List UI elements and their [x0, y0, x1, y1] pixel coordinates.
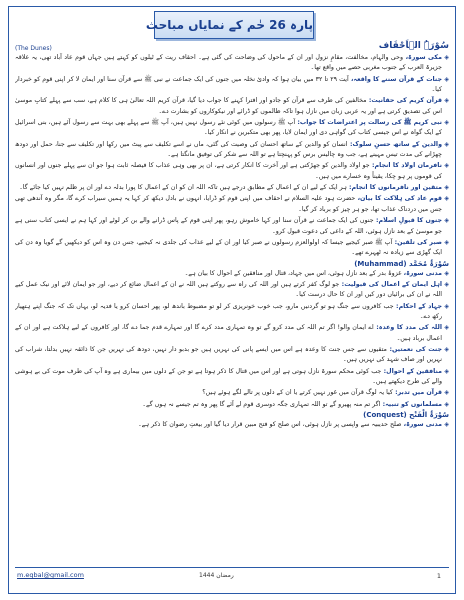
- paragraph-heading: قرآن میں تدبر:: [392, 389, 442, 397]
- footer-email[interactable]: m.eqbal@gmail.com: [17, 571, 84, 579]
- list-item: [15, 53, 449, 74]
- paragraph-heading: منافقین کے احوال:: [381, 367, 442, 375]
- paragraph-heading: نافرمان اولاد کا انجام:: [369, 162, 442, 170]
- bullet-icon: ◈: [444, 400, 449, 408]
- paragraph-text: آیت ۲۹ تا ۳۲ میں بیان ہوا کہ وادیٔ نخلہ میں جنوں کی ایک جماعت نے نبی ﷺ سے قرآن سنا اور ایمان لا کر اپنی قوم کو خبردار کیا۔: [15, 75, 442, 94]
- document-body: [15, 53, 449, 563]
- bullet-icon: ◈: [444, 421, 449, 428]
- surah-heading: [379, 41, 449, 51]
- paragraph-heading: جنات کے قرآن سننے کا واقعہ،: [348, 75, 442, 83]
- paragraph-heading: صبر کی تلقین:: [392, 238, 442, 246]
- paragraph-heading: جنوں کا قبولِ اسلام:: [373, 217, 442, 225]
- paragraph-heading: جنت کی نعمتیں:: [386, 345, 442, 353]
- list-item: [15, 388, 449, 398]
- surah-english-name: (Muhammad): [354, 259, 407, 268]
- paragraph-text: متقیوں سے جس جنت کا وعدہ ہے اس میں ایسے پانی کی نہریں ہیں جو بدبو دار نہیں، دودھ کی نہریں جن کا ذائقہ نہیں بدلتا، شراب کی نہریں اور صاف شہد کی نہریں ہیں۔: [15, 345, 442, 364]
- paragraph-heading: قرآن کریم کی حقانیت:: [366, 97, 442, 105]
- list-item: [15, 269, 449, 279]
- list-item: [15, 345, 449, 366]
- bullet-icon: ◈: [444, 324, 449, 332]
- surah-subheading: [15, 260, 449, 268]
- paragraph-heading: جہاد کے احکام:: [393, 302, 443, 310]
- paragraph-heading: اللہ کی مدد کا وعدہ:: [373, 324, 443, 332]
- list-item: [15, 420, 449, 430]
- list-item: [15, 323, 449, 344]
- paragraph-heading: نبی کریم ﷺ کی رسالت پر اعتراضات کا جواب:: [295, 119, 442, 127]
- surah-name: سُوْرَۃُ الۡاَحْقَاف: [378, 41, 449, 51]
- paragraph-heading: مدنی سورۃ،: [401, 421, 442, 428]
- paragraph-text: اگر تم منہ پھیرو گے تو اللہ تمہاری جگہ دوسری قوم لے آئے گا پھر وہ تم جیسے نہ ہوں گے۔: [142, 400, 381, 408]
- paragraph-heading: مسلمانوں کو تنبیہ:: [380, 400, 442, 408]
- paragraph-text: جب کوئی محکم سورۃ نازل ہوتی ہے اور اس میں قتال کا ذکر ہوتا ہے تو جن کے دلوں میں بیماری ہے وہ آپ کی طرف موت کی بے ہوشی والے کی طرح دیکھتے ہیں۔: [15, 367, 442, 385]
- bullet-icon: ◈: [444, 54, 449, 61]
- surah-name: سُوْرَۃُ مُحَمَّد: [406, 259, 449, 268]
- bullet-icon: ◈: [444, 238, 449, 246]
- surah-english-name: (The Dunes): [15, 45, 52, 52]
- list-item: [15, 280, 449, 301]
- bullet-icon: ◈: [444, 280, 449, 288]
- bullet-icon: ◈: [444, 140, 449, 148]
- surah-name: سُوْرَۃُ الْفَتْح: [406, 411, 449, 419]
- bullet-icon: ◈: [444, 195, 449, 203]
- bullet-icon: ◈: [444, 367, 449, 375]
- paragraph-heading: قوم عاد کی ہلاکت کا بیان،: [355, 195, 442, 203]
- paragraph-text: ہر ایک کے لیے ان کے اعمال کے مطابق درجے ہیں تاکہ اللہ ان کو ان کے اعمال کا پورا بدلہ دے اور ان پر ظلم نہیں کیا جائے گا۔: [19, 184, 347, 192]
- list-item: [15, 400, 449, 410]
- list-item: [15, 161, 449, 182]
- surah-subheading: [15, 411, 449, 419]
- paragraph-text: جنوں کی ایک جماعت نے قرآن سنا اور کہا خاموش رہو، پھر اپنی قوم کے پاس ڈرانے والے بن کر لوٹے اور کہا ہم نے ایسی کتاب سنی ہے جو موسیٰ کے بعد نازل ہوئی، اللہ کے داعی کی دعوت قبول کرو۔: [15, 217, 442, 235]
- paragraph-text: کیا یہ لوگ قرآن میں غور نہیں کرتے یا ان کے دلوں پر تالے لگے ہوئے ہیں؟: [202, 389, 393, 397]
- paragraph-text: مخالفین کی طرف سے قرآن کو جادو اور افترا کہنے کا جواب دیا گیا، قرآن کریم اللہ تعالیٰ ہی کا کلام ہے، سب سے پہلے کتابِ موسیٰ اس کی تصدیق کرتی ہے اور یہ عربی زبان میں نازل ہوا تاکہ ظالموں کو ڈرائے اور نیکوکاروں کو بشارت دے۔: [15, 97, 442, 115]
- paragraph-text: آپ ﷺ رسولوں میں کوئی نئے رسول نہیں ہیں، آپ ﷺ سے پہلے بھی بہت سے رسول آئے ہیں، بنی اسرائیل کے ایک گواہ نے اس جیسی کتاب کی گواہی دی اور ایمان لایا، پھر بھی متکبرین نے انکار کیا۔: [15, 119, 442, 137]
- paragraph-text: آپ ﷺ صبر کیجیے جیسا کہ اولوالعزم رسولوں نے صبر کیا اور ان کے لیے عذاب کی جلدی نہ کیجیے، جس دن وہ اس کو دیکھیں گے گویا وہ دن کی ایک گھڑی سے زیادہ نہ ٹھہرے تھے۔: [15, 238, 442, 257]
- bullet-icon: ◈: [444, 269, 449, 277]
- bullet-icon: ◈: [444, 184, 449, 192]
- bullet-icon: ◈: [444, 119, 449, 127]
- paragraph-text: حضرت ہود علیہ السلام نے احقاف میں اپنی قوم کو ڈرایا، انہوں نے بادل دیکھ کر کہا یہ ہمیں سیراب کرے گا، مگر وہ آندھی تھی جس میں دردناک عذاب تھا، جو ہر چیز کو برباد کر گیا۔: [15, 195, 442, 213]
- list-item: [15, 183, 449, 193]
- list-item: [15, 302, 449, 323]
- paragraph-text: جب کافروں سے جنگ ہو تو گردنیں مارو، جب خوب خونریزی کر لو تو مضبوط باندھ لو، پھر احسان کرو یا فدیہ لو، یہاں تک کہ جنگ اپنے ہتھیار رکھ دے۔: [15, 302, 442, 320]
- paragraph-text: صلح حدیبیہ سے واپسی پر نازل ہوئی، اس صلح کو فتح مبین قرار دیا گیا اور بیعتِ رضوان کا ذکر ہے۔: [137, 421, 402, 428]
- list-item: [15, 238, 449, 259]
- bullet-icon: ◈: [444, 75, 449, 83]
- list-item: [15, 118, 449, 139]
- footer-date: رمضان 1444: [199, 572, 234, 579]
- paragraph-text: جو لوگ کفر کرتے ہیں اور اللہ کی راہ سے روکتے ہیں اللہ نے ان کے اعمال ضائع کر دیے، اور جو ایمان لائے اور نیک عمل کیے اللہ نے ان کی برائیاں دور کیں اور ان کا حال درست کیا۔: [15, 280, 442, 299]
- paragraph-heading: متقین اور نافرمانوں کا انجام:: [346, 184, 442, 192]
- paragraph-heading: اہل ایمان کے اعمال کی قبولیت:: [339, 280, 442, 288]
- paragraph-heading: مکی سورۃ،: [403, 54, 442, 61]
- paragraph-text: غزوۂ بدر کے بعد نازل ہوئی، اس میں جہاد، قتال اور منافقین کے احوال کا بیان ہے۔: [184, 269, 402, 277]
- list-item: [15, 194, 449, 215]
- document-page: [8, 6, 456, 594]
- bullet-icon: ◈: [444, 345, 449, 353]
- paragraph-text: اے ایمان والو! اگر تم اللہ کی مدد کرو گے تو وہ تمہاری مدد کرے گا اور تمہارے قدم جما دے گا، اور کافروں کے لیے ہلاکت ہے اور ان کے اعمال برباد ہیں۔: [15, 324, 442, 342]
- paragraph-text: جو اولاد والدین کو جھڑکتی ہے اور آخرت کا انکار کرتی ہے، ان پر بھی وہی عذاب کا فیصلہ ثابت ہوا جو ان سے پہلے جنوں اور انسانوں کی قوموں پر ہو چکا، یقیناً وہ خسارے میں ہیں۔: [15, 162, 442, 180]
- list-item: [15, 367, 449, 388]
- bullet-icon: ◈: [444, 217, 449, 225]
- bullet-icon: ◈: [444, 162, 449, 170]
- paragraph-heading: والدین کے ساتھ حسنِ سلوک:: [347, 140, 442, 148]
- paragraph-text: انسان کو والدین کے ساتھ احسان کی وصیت کی گئی، ماں نے اسے تکلیف سے پیٹ میں رکھا اور تکلیف سے جنا، حمل اور دودھ چھڑانے کی مدت تیس مہینے ہے، جب وہ چالیس برس کو پہنچتا ہے تو اللہ سے شکر کی توفیق مانگتا ہے۔: [15, 140, 442, 159]
- list-item: [15, 140, 449, 161]
- bullet-icon: ◈: [444, 302, 449, 310]
- paragraph-heading: مدنی سورۃ،: [401, 269, 442, 277]
- bullet-icon: ◈: [444, 97, 449, 105]
- list-item: [15, 216, 449, 237]
- list-item: [15, 75, 449, 96]
- title-box: [145, 11, 314, 39]
- surah-english-name: (Conquest): [363, 411, 407, 419]
- page-number: 1: [436, 572, 441, 580]
- footer-divider: [15, 567, 449, 568]
- paragraph-text: وحی والہام، مخالفت، مقامِ نزول اور ان کے ماحول کی وضاحت کی گئی ہے۔ احقاف ریت کے ٹیلوں کو کہتے ہیں جہاں قوم عاد آباد تھی، یہ علاقہ جزیرۃ العرب کے جنوب مغربی حصے میں واقع تھا۔: [15, 54, 442, 72]
- page-title: پارہ 26 حٰم کے نمایاں مباحث: [145, 18, 313, 32]
- list-item: [15, 96, 449, 117]
- bullet-icon: ◈: [444, 389, 449, 397]
